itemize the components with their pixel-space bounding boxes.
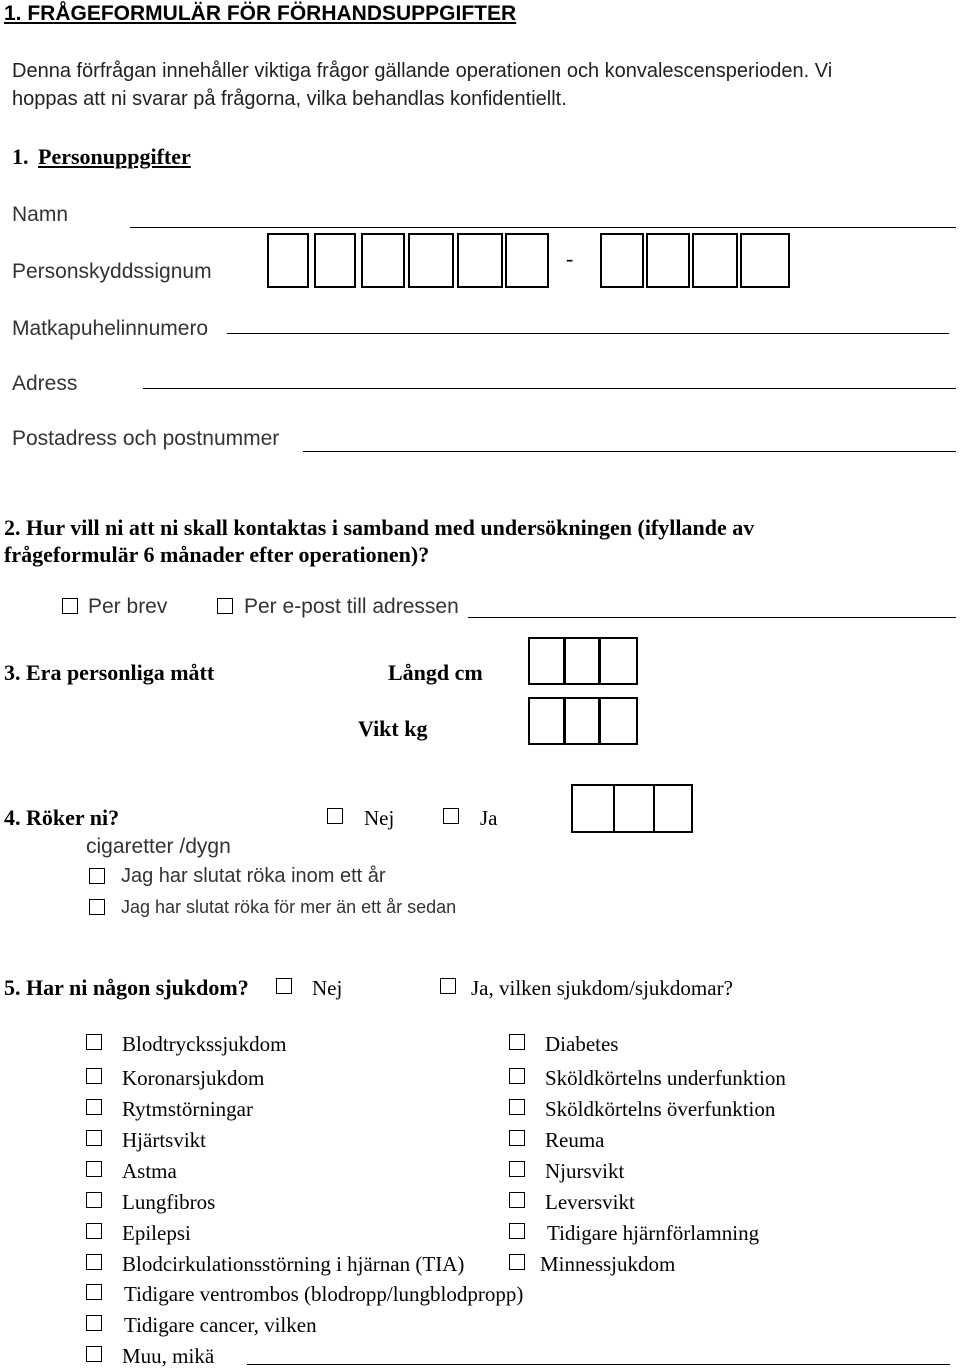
checkbox-disease-left[interactable] bbox=[86, 1068, 102, 1084]
weight-box[interactable] bbox=[598, 697, 638, 745]
postal-field[interactable] bbox=[303, 451, 956, 452]
per-epost-label: Per e-post till adressen bbox=[244, 595, 459, 618]
checkbox-disease-yes[interactable] bbox=[440, 978, 456, 994]
disease-left-label: Astma bbox=[122, 1159, 177, 1183]
disease-left-label: Hjärtsvikt bbox=[122, 1128, 206, 1152]
checkbox-disease-left[interactable] bbox=[86, 1315, 102, 1331]
intro-line-2: hoppas att ni svarar på frågorna, vilka behandlas konfidentiellt. bbox=[12, 88, 567, 110]
checkbox-disease-right[interactable] bbox=[509, 1068, 525, 1084]
checkbox-disease-left[interactable] bbox=[86, 1034, 102, 1050]
ssn-box[interactable] bbox=[267, 233, 309, 288]
form-title: 1. FRÅGEFORMULÄR FÖR FÖRHANDSUPPGIFTER bbox=[4, 2, 517, 25]
checkbox-disease-left[interactable] bbox=[86, 1161, 102, 1177]
disease-left-label: Rytmstörningar bbox=[122, 1097, 253, 1121]
height-box[interactable] bbox=[563, 637, 601, 685]
checkbox-smoke-yes[interactable] bbox=[443, 808, 459, 824]
ssn-box[interactable] bbox=[646, 233, 690, 288]
smoke-no-label: Nej bbox=[364, 806, 395, 830]
name-field[interactable] bbox=[130, 227, 956, 228]
checkbox-quit-over-year[interactable] bbox=[89, 899, 105, 915]
checkbox-per-brev[interactable] bbox=[62, 598, 78, 614]
weight-box[interactable] bbox=[528, 697, 566, 745]
checkbox-disease-no[interactable] bbox=[276, 978, 292, 994]
quit-over-year-label: Jag har slutat röka för mer än ett år sedan bbox=[121, 897, 457, 917]
section3-heading: 3. Era personliga mått bbox=[4, 660, 215, 685]
disease-left-label: Tidigare cancer, vilken bbox=[124, 1313, 317, 1337]
checkbox-disease-left[interactable] bbox=[86, 1284, 102, 1300]
checkbox-disease-right[interactable] bbox=[509, 1130, 525, 1146]
checkbox-disease-left[interactable] bbox=[86, 1254, 102, 1270]
quit-within-year-label: Jag har slutat röka inom ett år bbox=[121, 865, 386, 887]
section1-heading: Personuppgifter bbox=[38, 144, 191, 169]
name-label: Namn bbox=[12, 203, 69, 226]
disease-no-label: Nej bbox=[312, 976, 343, 1000]
ssn-box[interactable] bbox=[505, 233, 549, 288]
checkbox-disease-left[interactable] bbox=[86, 1099, 102, 1115]
email-field[interactable] bbox=[468, 617, 956, 618]
disease-left-label: Epilepsi bbox=[122, 1221, 191, 1245]
cigarettes-per-day-label: cigaretter /dygn bbox=[86, 835, 231, 858]
disease-right-label: Minnessjukdom bbox=[540, 1252, 676, 1276]
smoke-yes-label: Ja bbox=[480, 806, 498, 830]
ssn-box[interactable] bbox=[600, 233, 644, 288]
address-field[interactable] bbox=[143, 388, 956, 389]
mobile-field[interactable] bbox=[227, 333, 949, 334]
checkbox-disease-right[interactable] bbox=[509, 1099, 525, 1115]
weight-box[interactable] bbox=[563, 697, 601, 745]
disease-left-label: Koronarsjukdom bbox=[122, 1066, 265, 1090]
ssn-box[interactable] bbox=[408, 233, 454, 288]
checkbox-disease-left[interactable] bbox=[86, 1346, 102, 1362]
section1-number: 1. bbox=[12, 144, 29, 169]
checkbox-disease-left[interactable] bbox=[86, 1223, 102, 1239]
checkbox-disease-left[interactable] bbox=[86, 1130, 102, 1146]
disease-right-label: Diabetes bbox=[545, 1032, 619, 1056]
postal-label: Postadress och postnummer bbox=[12, 427, 280, 450]
ssn-label: Personskyddssignum bbox=[12, 260, 212, 283]
disease-left-label: Muu, mikä bbox=[122, 1344, 215, 1368]
checkbox-disease-left[interactable] bbox=[86, 1192, 102, 1208]
height-box[interactable] bbox=[598, 637, 638, 685]
ssn-box[interactable] bbox=[361, 233, 405, 288]
checkbox-disease-right[interactable] bbox=[509, 1223, 525, 1239]
height-label: Långd cm bbox=[388, 660, 483, 685]
checkbox-disease-right[interactable] bbox=[509, 1254, 525, 1270]
disease-right-label: Njursvikt bbox=[545, 1159, 625, 1183]
section2-question-line1: 2. Hur vill ni att ni skall kontaktas i samband med undersökningen (ifyllande av bbox=[4, 515, 755, 540]
section2-question-line2: frågeformulär 6 månader efter operationen)? bbox=[4, 542, 430, 567]
intro-line-1: Denna förfrågan innehåller viktiga frågor gällande operationen och konvalescensperioden. Vi bbox=[12, 60, 833, 82]
ssn-box[interactable] bbox=[314, 233, 356, 288]
checkbox-quit-within-year[interactable] bbox=[89, 868, 105, 884]
section4-heading: 4. Röker ni? bbox=[4, 805, 120, 830]
disease-right-label: Sköldkörtelns underfunktion bbox=[545, 1066, 786, 1090]
disease-left-label: Blodtryckssjukdom bbox=[122, 1032, 287, 1056]
disease-left-label: Lungfibros bbox=[122, 1190, 216, 1214]
per-brev-label: Per brev bbox=[88, 595, 168, 618]
height-box[interactable] bbox=[528, 637, 566, 685]
disease-right-label: Tidigare hjärnförlamning bbox=[547, 1221, 760, 1245]
section5-heading: 5. Har ni någon sjukdom? bbox=[4, 975, 249, 1000]
checkbox-disease-right[interactable] bbox=[509, 1192, 525, 1208]
mobile-label: Matkapuhelinnumero bbox=[12, 317, 209, 340]
disease-left-label: Tidigare ventrombos (blodropp/lungblodpropp) bbox=[124, 1282, 524, 1306]
address-label: Adress bbox=[12, 372, 78, 395]
disease-right-label: Sköldkörtelns överfunktion bbox=[545, 1097, 776, 1121]
disease-left-label: Blodcirkulationsstörning i hjärnan (TIA) bbox=[122, 1252, 465, 1276]
cigarettes-box[interactable] bbox=[571, 784, 615, 833]
disease-yes-label: Ja, vilken sjukdom/sjukdomar? bbox=[471, 976, 733, 1000]
checkbox-smoke-no[interactable] bbox=[327, 808, 343, 824]
ssn-box[interactable] bbox=[740, 233, 790, 288]
checkbox-disease-right[interactable] bbox=[509, 1161, 525, 1177]
cigarettes-box[interactable] bbox=[613, 784, 655, 833]
other-disease-field[interactable] bbox=[247, 1364, 950, 1365]
cigarettes-box[interactable] bbox=[653, 784, 693, 833]
checkbox-per-epost[interactable] bbox=[217, 598, 233, 614]
ssn-box[interactable] bbox=[457, 233, 503, 288]
ssn-box[interactable] bbox=[692, 233, 738, 288]
disease-right-label: Leversvikt bbox=[545, 1190, 635, 1214]
disease-right-label: Reuma bbox=[545, 1128, 605, 1152]
ssn-dash: - bbox=[566, 246, 574, 271]
checkbox-disease-right[interactable] bbox=[509, 1034, 525, 1050]
weight-label: Vikt kg bbox=[358, 716, 428, 741]
